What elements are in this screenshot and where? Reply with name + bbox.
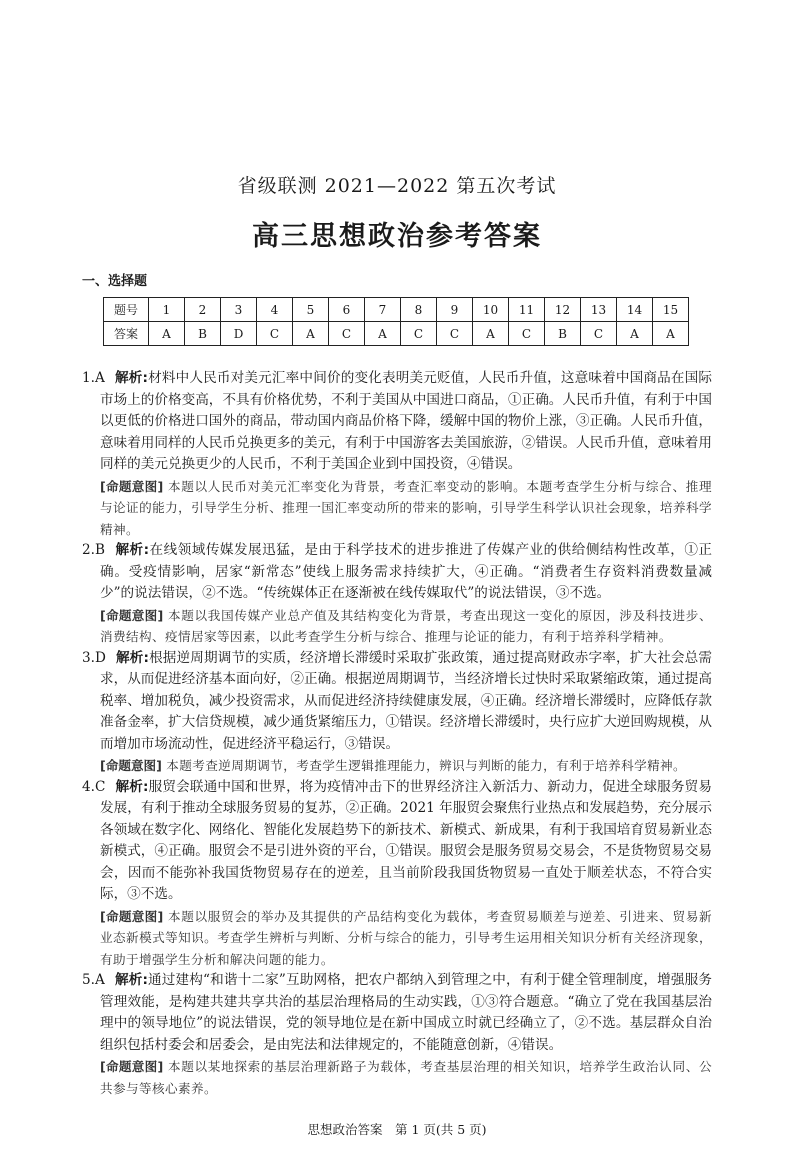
question-intent	[82, 476, 712, 541]
question-number-cell: 8	[401, 298, 437, 322]
analysis-label: 解析:	[114, 542, 150, 558]
analysis-label: 解析:	[114, 972, 148, 988]
question-intent	[82, 755, 712, 777]
question-answer: A	[94, 370, 105, 386]
intent-text: 本题以我国传媒产业总产值及其结构变化为背景，考查出现这一变化的原因，涉及科技进步、消费结构、疫情居家等因素，以此考查学生分析与综合、推理与论证的能力，有利于培养科学精神。	[100, 607, 712, 644]
row-label: 答案	[104, 322, 149, 346]
intent-text: 本题考查逆周期调节，考查学生逻辑推理能力，辨识与判断的能力，有利于培养科学精神。	[166, 758, 687, 773]
analysis-text: 在线领域传媒发展迅猛，是由于科学技术的进步推进了传媒产业的供给侧结构性改革，①正确。受疫情影响，居家“新常态”使线上服务需求持续扩大，④正确。“消费者生存资料消费数量减少”的说法错误，②不选。“传统媒体正在逐渐被在线传媒取代”的说法错误，③不选。	[100, 542, 713, 601]
answer-cell: D	[221, 322, 257, 346]
page-footer: 思想政治答案 第 1 页(共 5 页)	[307, 1122, 487, 1137]
answer-table	[103, 297, 689, 346]
question-analysis	[82, 540, 712, 605]
section-heading: 一、选择题	[82, 274, 148, 289]
question-number-cell: 12	[545, 298, 581, 322]
analysis-text: 材料中人民币对美元汇率中间价的变化表明美元贬值，人民币升值，这意味着中国商品在国际市场上的价格变高，不具有价格优势，不利于美国从中国进口商品，①正确。人民币升值，有利于中国以更低的价格进口国外的商品，带动国内商品价格下降，缓解中国的物价上涨，③正确。人民币升值，意味着用同样的人民币兑换更多的美元，有利于中国游客去美国旅游，②错误。人民币升值，意味着用同样的美元兑换更少的人民币，不利于美国企业到中国投资，④错误。	[100, 370, 713, 472]
question-number-cell: 3	[221, 298, 257, 322]
question-number-cell: 9	[437, 298, 473, 322]
answer-cell: A	[293, 322, 329, 346]
question-number: 4.	[82, 778, 95, 795]
question-intent	[82, 1056, 712, 1099]
analysis-label: 解析:	[114, 370, 148, 386]
question-analysis	[82, 368, 712, 476]
intent-label: [命题意图]	[100, 1059, 164, 1074]
question-number-cell: 5	[293, 298, 329, 322]
answer-cell: B	[545, 322, 581, 346]
intent-text: 本题以人民币对美元汇率变化为背景，考查汇率变动的影响。本题考查学生分析与综合、推理与论证的能力，引导学生分析、推理一国汇率变动所的带来的影响，引导学生科学认识社会现象，培养科学精神。	[100, 478, 712, 537]
answer-cell: C	[401, 322, 437, 346]
row-label: 题号	[104, 298, 149, 322]
answer-cell: C	[257, 322, 293, 346]
question-intent	[82, 605, 712, 648]
answer-row	[104, 322, 689, 346]
analysis-label: 解析:	[115, 649, 149, 666]
analysis-text: 服贸会联通中国和世界，将为疫情冲击下的世界经济注入新活力、新动力，促进全球服务贸易发展，有利于推动全球服务贸易的复苏，②正确。2021 年服贸会聚焦行业热点和发展趋势，充分展示各领域在数字化、网络化、智能化发展趋势下的新技术、新模式、新成果，有利于我国培育贸易新业态新模式，④正确。服贸会不是引进外资的平台，①错误。服贸会是服务贸易交易会，不是货物贸易交易会，因而不能弥补我国货物贸易存在的逆差，且当前阶段我国货物贸易一直处于顺差状态，不符合实际，③不选。	[100, 778, 712, 902]
question-number: 1.	[82, 370, 95, 386]
question-intent	[82, 906, 712, 971]
question-answer: A	[94, 972, 105, 988]
answer-cell: A	[149, 322, 185, 346]
intent-label: [命题意图]	[100, 478, 164, 494]
question-number-cell: 13	[581, 298, 617, 322]
question-number: 3.	[82, 649, 95, 666]
answer-cell: B	[185, 322, 221, 346]
question-analysis	[82, 777, 712, 906]
answer-explanations	[82, 368, 712, 1099]
question-number: 5.	[82, 972, 95, 988]
intent-label: [命题意图]	[100, 908, 164, 924]
answer-cell: A	[473, 322, 509, 346]
answer-cell: C	[437, 322, 473, 346]
answer-cell: C	[509, 322, 545, 346]
question-answer: D	[94, 649, 106, 666]
intent-label: [命题意图]	[100, 607, 164, 623]
answer-cell: C	[329, 322, 365, 346]
question-answer: C	[94, 778, 106, 795]
question-number-cell: 11	[509, 298, 545, 322]
question-number-cell: 6	[329, 298, 365, 322]
question-number-cell: 14	[617, 298, 653, 322]
question-number-cell: 7	[365, 298, 401, 322]
question-analysis	[82, 648, 712, 756]
analysis-text: 根据逆周期调节的实质，经济增长滞缓时采取扩张政策，通过提高财政赤字率，扩大社会总需求，从而促进经济基本面向好，②正确。根据逆周期调节，当经济增长过快时采取紧缩政策，通过提高税率、增加税负，减少投资需求，从而促进经济持续健康发展，④正确。经济增长滞缓时，应降低存款准备金率，扩大信贷规模，减少通货紧缩压力，①错误。经济增长滞缓时，央行应扩大逆回购规模，从而增加市场流动性，促进经济平稳运行，③错误。	[100, 649, 713, 752]
answer-cell: A	[617, 322, 653, 346]
question-number-cell: 10	[473, 298, 509, 322]
answer-cell: C	[581, 322, 617, 346]
intent-text: 本题以服贸会的举办及其提供的产品结构变化为载体，考查贸易顺差与逆差、引进来、贸易新业态新模式等知识。考查学生辨析与判断、分析与综合的能力，引导考生运用相关知识分析有关经济现象，有助于增强学生分析和解决问题的能力。	[100, 908, 712, 967]
question-number-cell: 15	[653, 298, 689, 322]
analysis-text: 通过建构“和谐十二家”互助网格，把农户都纳入到管理之中，有利于健全管理制度，增强服务管理效能，是构建共建共享共治的基层治理格局的生动实践，①③符合题意。“确立了党在我国基层治理中的领导地位”的说法错误，党的领导地位是在新中国成立时就已经确立了，②不选。基层群众自治组织包括村委会和居委会，是由宪法和法律规定的，不能随意创新，④错误。	[100, 972, 712, 1053]
exam-title: 省级联测 2021—2022 第五次考试	[237, 175, 557, 197]
question-number: 2.	[82, 542, 95, 558]
question-number-cell: 2	[185, 298, 221, 322]
intent-text: 本题以某地探索的基层治理新路子为载体，考查基层治理的相关知识，培养学生政治认同、公共参与等核心素养。	[100, 1059, 712, 1096]
question-answer: B	[94, 542, 105, 558]
question-number-cell: 1	[149, 298, 185, 322]
answer-cell: A	[653, 322, 689, 346]
question-analysis	[82, 970, 712, 1056]
intent-label: [命题意图]	[100, 758, 162, 773]
analysis-label: 解析:	[115, 778, 149, 795]
document-subtitle: 高三思想政治参考答案	[252, 221, 542, 252]
answer-cell: A	[365, 322, 401, 346]
question-number-cell: 4	[257, 298, 293, 322]
question-number-row	[104, 298, 689, 322]
